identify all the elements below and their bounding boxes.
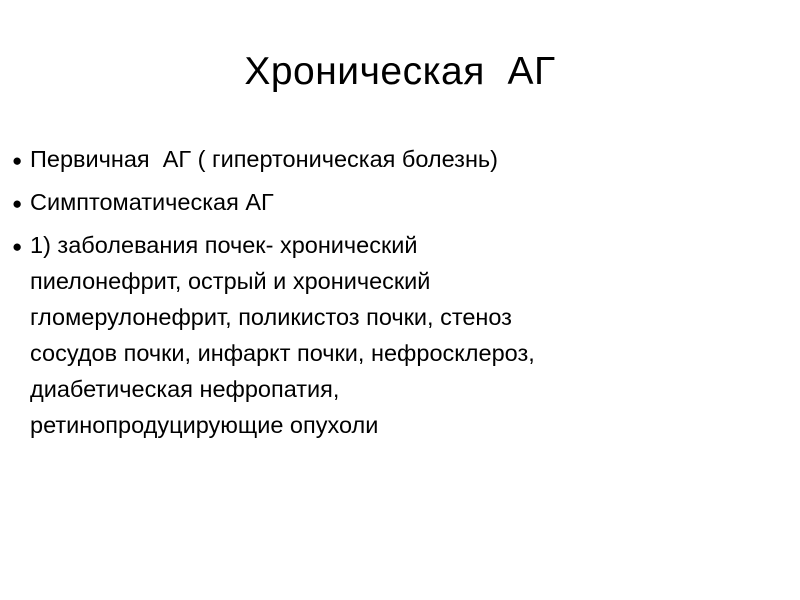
bullet-list (12, 141, 772, 450)
bullet-item-kidney-diseases (12, 227, 772, 443)
bullet-item-symptomatic-hypertension (12, 184, 772, 220)
bullet-icon: ● (12, 237, 23, 256)
bullet-text: Симптоматическая АГ (30, 189, 274, 215)
slide-title: Хроническая АГ (244, 50, 556, 93)
bullet-icon: ● (12, 194, 23, 213)
bullet-item-primary-hypertension (12, 141, 772, 177)
bullet-text: 1) заболевания почек- хронический пиелонефрит, острый и хронический гломерулонефрит, поликистоз почки, стеноз сосудов почки, инфаркт почки, нефросклероз, диабетическая нефропатия, ретинопродуцирующие опухоли (30, 232, 535, 438)
bullet-text: Первичная АГ ( гипертоническая болезнь) (30, 146, 499, 172)
bullet-icon: ● (12, 151, 23, 170)
